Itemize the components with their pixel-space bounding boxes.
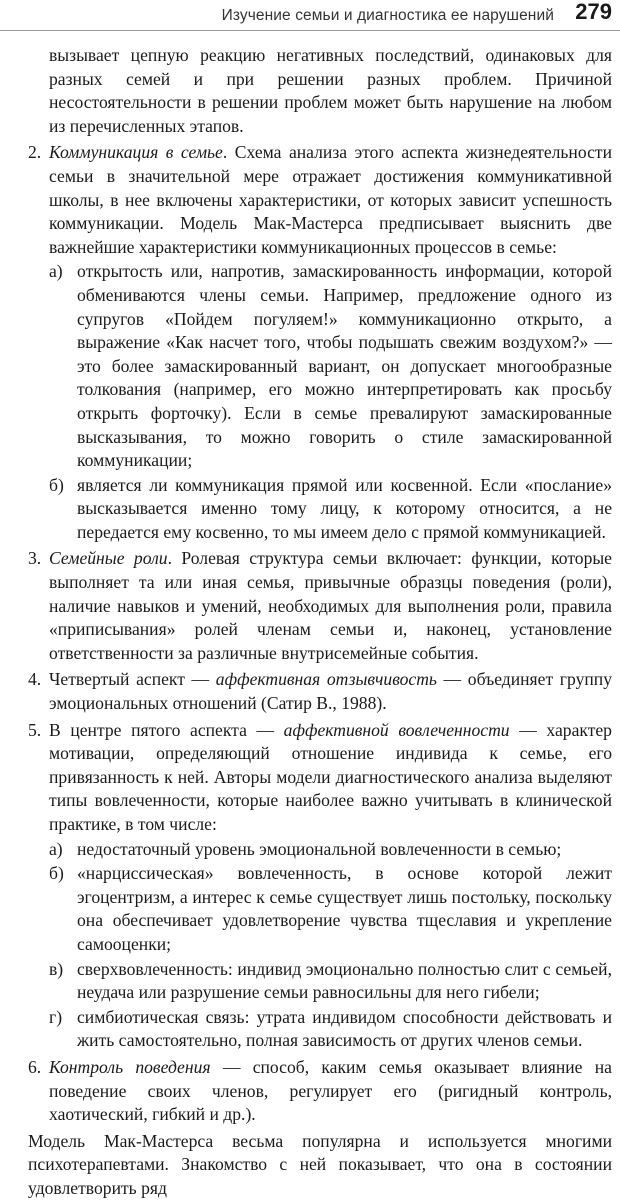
item-title: аффективной вовлеченности <box>283 719 510 740</box>
sub-item-text: открытость или, напротив, замаскированность информации, которой обмениваются члены семьи. Например, предложение одного из супругов «Пойдем погуляем!» коммуникационно открыто, а выражение «Как насчет того, чтобы подышать свежим воздухом?» — это более замаскированный вариант, он допускает многообразные толкования (например, его можно интерпретировать как просьбу открыть форточку). Если в семье превалируют замаскированные высказывания, то можно говорить о стиле замаскированной коммуникации; <box>77 261 612 471</box>
item-number: 2. <box>28 142 42 163</box>
item-title: аффективная отзывчивость <box>215 669 437 690</box>
sub-item-marker: б) <box>49 474 64 495</box>
sub-item-5d <box>28 1006 612 1053</box>
list-item-5 <box>28 719 612 837</box>
item-text-before: Четвертый аспект — <box>49 669 216 690</box>
item-title: Коммуникация в семье <box>49 142 223 163</box>
page-body <box>28 44 612 1201</box>
continuation-paragraph: вызывает цепную реакцию негативных последствий, одинаковых для разных семей и при решении разных проблем. Причиной несостоятельности в решении проблем может быть нарушение на любом из перечисленных этапов. <box>49 45 612 136</box>
item-text-after: — объединяет группу эмоциональных отношений (Сатир В., 1988). <box>49 669 612 714</box>
sub-item-marker: в) <box>49 958 64 979</box>
sub-item-text: симбиотическая связь: утрата индивидом способности действовать и жить самостоятельно, полная зависимость от других членов семьи. <box>77 1006 612 1051</box>
item-number: 4. <box>28 669 42 690</box>
item-text: . Схема анализа этого аспекта жизнедеятельности семьи в значительной мере отражает достижения коммуникативной школы, в нее включены характеристики, от которых зависит успешность коммуникации. Модель Мак-Мастерса предписывает выяснить две важнейшие характеристики коммуникационных процессов в семье: <box>49 142 612 257</box>
page-number: 279 <box>575 0 612 24</box>
item-paragraph <box>49 1056 612 1127</box>
page-header <box>0 0 620 31</box>
item-text: — способ, каким семья оказывает влияние на поведение своих членов, регулирует его (ригидный контроль, хаотический, гибкий и др.). <box>49 1056 612 1125</box>
list-item-3 <box>28 547 612 665</box>
sub-item-2a <box>28 260 612 472</box>
running-title: Изучение семьи и диагностика ее нарушений <box>221 7 554 24</box>
item-title: Семейные роли <box>49 548 168 569</box>
item-paragraph <box>49 668 612 715</box>
item-paragraph <box>49 547 612 665</box>
sub-item-marker: а) <box>49 838 63 859</box>
item-paragraph <box>49 719 612 837</box>
sub-item-text: является ли коммуникация прямой или косвенной. Если «послание» высказывается именно тому лицу, к которому относится, а не передается ему косвенно, то мы имеем дело с прямой коммуникацией. <box>77 474 612 542</box>
item-paragraph <box>49 141 612 259</box>
sub-item-text: недостаточный уровень эмоциональной вовлеченности в семью; <box>77 838 562 859</box>
sub-item-marker: а) <box>49 261 63 282</box>
list-item-6 <box>28 1056 612 1127</box>
sub-item-marker: б) <box>49 863 64 884</box>
list-item-2 <box>28 141 612 259</box>
item-text-after: — характер мотивации, определяющий отношение индивида к семье, его привязанность к ней. Авторы модели диагностического анализа выделяют типы вовлеченности, которые наиболее важно учитывать в клинической практике, в том числе: <box>49 719 612 834</box>
sub-item-5c <box>28 958 612 1005</box>
sub-item-2b <box>28 474 612 545</box>
sub-item-text: сверхвовлеченность: индивид эмоционально полностью слит с семьей, неудача или разрушение семьи равносильны для него гибели; <box>77 958 612 1003</box>
item-text: . Ролевая структура семьи включает: функции, которые выполняет та или иная семья, привычные образцы поведения (роли), наличие навыков и умений, необходимых для выполнения роли, правила «приписывания» ролей членам семьи и, наконец, установление ответственности за различные внутрисемейные события. <box>49 548 612 663</box>
sub-item-5a <box>28 838 612 862</box>
final-paragraph: Модель Мак-Мастерса весьма популярна и используется многими психотерапевтами. Знакомство с ней показывает, что она в состоянии удовлетворить ряд <box>28 1130 612 1198</box>
sub-item-text: «нарциссическая» вовлеченность, в основе которой лежит эгоцентризм, а интерес к семье существует лишь постольку, поскольку она обеспечивает удовлетворение чувства тщеславия и укрепление самооценки; <box>77 863 612 954</box>
item-number: 3. <box>28 548 42 569</box>
sub-item-5b <box>28 862 612 956</box>
item-number: 5. <box>28 719 42 740</box>
item-text-before: В центре пятого аспекта — <box>49 719 284 740</box>
sub-item-marker: г) <box>49 1006 63 1027</box>
list-item-4 <box>28 668 612 715</box>
item-number: 6. <box>28 1056 42 1077</box>
item-title: Контроль поведения <box>49 1056 211 1077</box>
